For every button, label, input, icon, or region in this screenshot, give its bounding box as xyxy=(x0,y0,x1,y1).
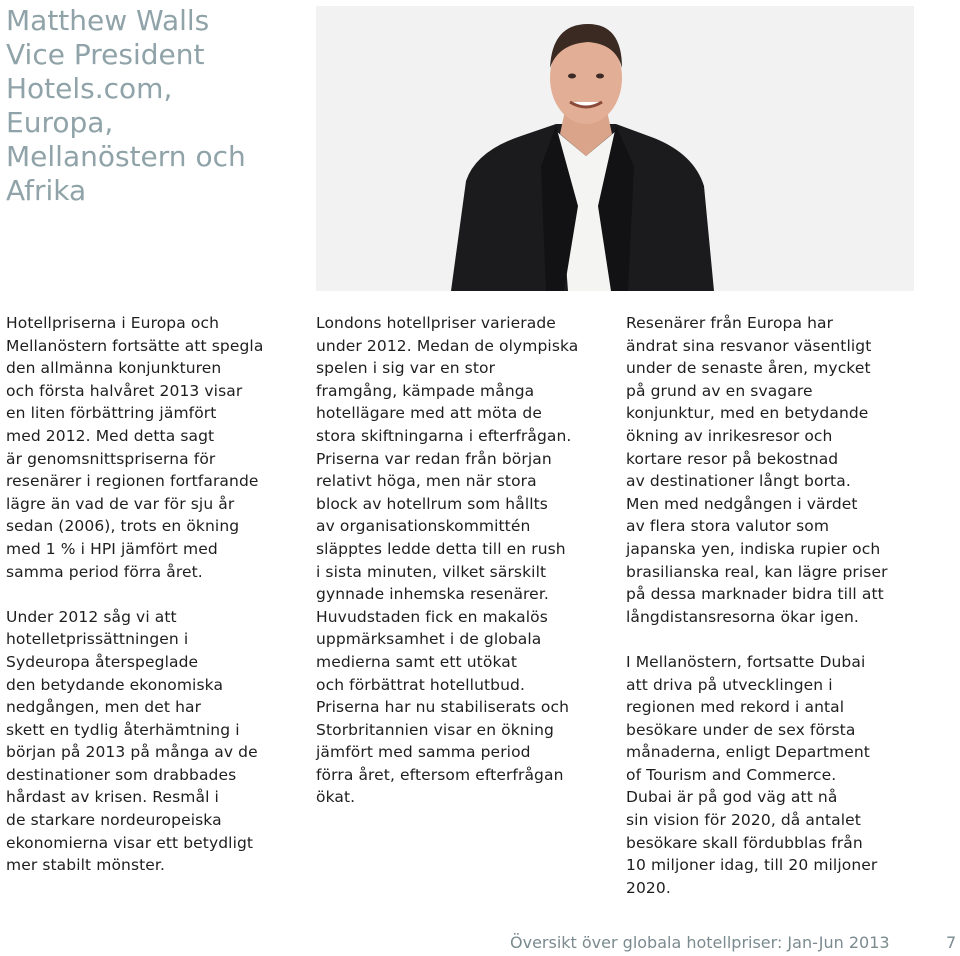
text-line: sedan (2006), trots en ökning xyxy=(6,517,240,536)
text-line: besökare skall fördubblas från xyxy=(626,833,863,852)
text-line: är genomsnittspriserna för xyxy=(6,449,216,468)
text-line: månaderna, enligt Department xyxy=(626,743,870,762)
text-line: av organisationskommittén xyxy=(316,517,531,536)
text-line: ökning av inrikesresor och xyxy=(626,426,833,445)
text-line: Men med nedgången i värdet xyxy=(626,494,858,513)
text-line: att driva på utvecklingen i xyxy=(626,675,833,694)
text-line: spelen i sig var en stor xyxy=(316,359,496,378)
title-line: Hotels.com, xyxy=(6,72,173,105)
text-line: på grund av en svagare xyxy=(626,381,813,400)
text-line: Priserna har nu stabiliserats och xyxy=(316,698,570,717)
paragraph xyxy=(626,312,926,628)
text-line: sin vision för 2020, då antalet xyxy=(626,811,861,830)
text-line: 2020. xyxy=(626,878,671,897)
paragraph xyxy=(316,312,616,809)
text-line: under de senaste åren, mycket xyxy=(626,359,871,378)
text-line: släpptes ledde detta till en rush xyxy=(316,539,566,558)
text-line: medierna samt ett utökat xyxy=(316,652,518,671)
paragraph xyxy=(6,312,306,583)
text-line: ökat. xyxy=(316,788,356,807)
text-line: lägre än vad de var för sju år xyxy=(6,494,235,513)
text-line: av flera stora valutor som xyxy=(626,517,830,536)
portrait-illustration xyxy=(316,6,914,291)
text-line: Under 2012 såg vi att xyxy=(6,607,177,626)
text-line: i sista minuten, vilket särskilt xyxy=(316,562,547,581)
text-line: och första halvåret 2013 visar xyxy=(6,381,243,400)
text-line: 10 miljoner idag, till 20 miljoner xyxy=(626,856,878,875)
text-line: destinationer som drabbades xyxy=(6,765,237,784)
text-line: japanska yen, indiska rupier och xyxy=(626,539,881,558)
text-line: ekonomierna visar ett betydligt xyxy=(6,833,254,852)
text-line: gynnade inhemska resenärer. xyxy=(316,585,549,604)
text-line: Huvudstaden fick en makalös xyxy=(316,607,548,626)
paragraph xyxy=(6,606,306,877)
title-line: Vice President xyxy=(6,38,205,71)
text-line: stora skiftningarna i efterfrågan. xyxy=(316,426,572,445)
text-line: uppmärksamhet i de globala xyxy=(316,630,542,649)
text-line: hotellägare med att möta de xyxy=(316,404,543,423)
text-line: förra året, eftersom efterfrågan xyxy=(316,765,564,784)
text-column-3 xyxy=(626,312,926,922)
page-title xyxy=(6,4,306,208)
title-line: Mellanöstern och xyxy=(6,140,246,173)
paragraph xyxy=(626,651,926,900)
text-line: Londons hotellpriser varierade xyxy=(316,314,556,332)
text-line: framgång, kämpade många xyxy=(316,381,535,400)
page-number: 7 xyxy=(946,933,957,952)
text-line: av destinationer långt borta. xyxy=(626,472,851,491)
text-line: nedgången, men det har xyxy=(6,698,202,717)
text-line: de starkare nordeuropeiska xyxy=(6,811,222,830)
text-line: Priserna var redan från början xyxy=(316,449,552,468)
portrait-photo xyxy=(316,6,914,291)
footer-text: Översikt över globala hotellpriser: Jan-Jun 2013 xyxy=(510,933,890,952)
text-line: resenärer i regionen fortfarande xyxy=(6,472,259,491)
text-line: relativt höga, men när stora xyxy=(316,472,537,491)
text-line: konjunktur, med en betydande xyxy=(626,404,869,423)
text-line: jämfört med samma period xyxy=(316,743,531,762)
text-line: på dessa marknader bidra till att xyxy=(626,585,884,604)
text-line: Mellanöstern fortsätte att spegla xyxy=(6,336,264,355)
text-line: Storbritannien visar en ökning xyxy=(316,720,554,739)
title-line: Afrika xyxy=(6,174,87,207)
text-line: med 2012. Med detta sagt xyxy=(6,426,215,445)
text-line: hårdast av krisen. Resmål i xyxy=(6,788,219,807)
text-line: regionen med rekord i antal xyxy=(626,698,845,717)
text-line: Resenärer från Europa har xyxy=(626,314,834,332)
text-line: Dubai är på god väg att nå xyxy=(626,788,838,807)
text-line: långdistansresorna ökar igen. xyxy=(626,607,859,626)
text-column-1 xyxy=(6,312,306,899)
text-line: med 1 % i HPI jämfört med xyxy=(6,539,218,558)
text-line: samma period förra året. xyxy=(6,562,203,581)
text-line: under 2012. Medan de olympiska xyxy=(316,336,579,355)
text-line: början på 2013 på många av de xyxy=(6,743,258,762)
text-line: block av hotellrum som hållts xyxy=(316,494,548,513)
text-line: den allmänna konjunkturen xyxy=(6,359,222,378)
text-line: skett en tydlig återhämtning i xyxy=(6,720,240,739)
text-line: Hotellpriserna i Europa och xyxy=(6,314,220,332)
text-line: kortare resor på bekostnad xyxy=(626,449,839,468)
title-line: Europa, xyxy=(6,106,114,139)
text-line: ändrat sina resvanor väsentligt xyxy=(626,336,872,355)
text-line: en liten förbättring jämfört xyxy=(6,404,217,423)
text-line: besökare under de sex första xyxy=(626,720,856,739)
text-line: och förbättrat hotellutbud. xyxy=(316,675,525,694)
text-line: mer stabilt mönster. xyxy=(6,856,166,875)
text-line: of Tourism and Commerce. xyxy=(626,765,837,784)
text-line: brasilianska real, kan lägre priser xyxy=(626,562,888,581)
text-line: den betydande ekonomiska xyxy=(6,675,224,694)
text-column-2 xyxy=(316,312,616,832)
text-line: Sydeuropa återspeglade xyxy=(6,652,199,671)
title-line: Matthew Walls xyxy=(6,4,210,37)
text-line: hotelletprissättningen i xyxy=(6,630,189,649)
text-line: I Mellanöstern, fortsatte Dubai xyxy=(626,652,866,671)
